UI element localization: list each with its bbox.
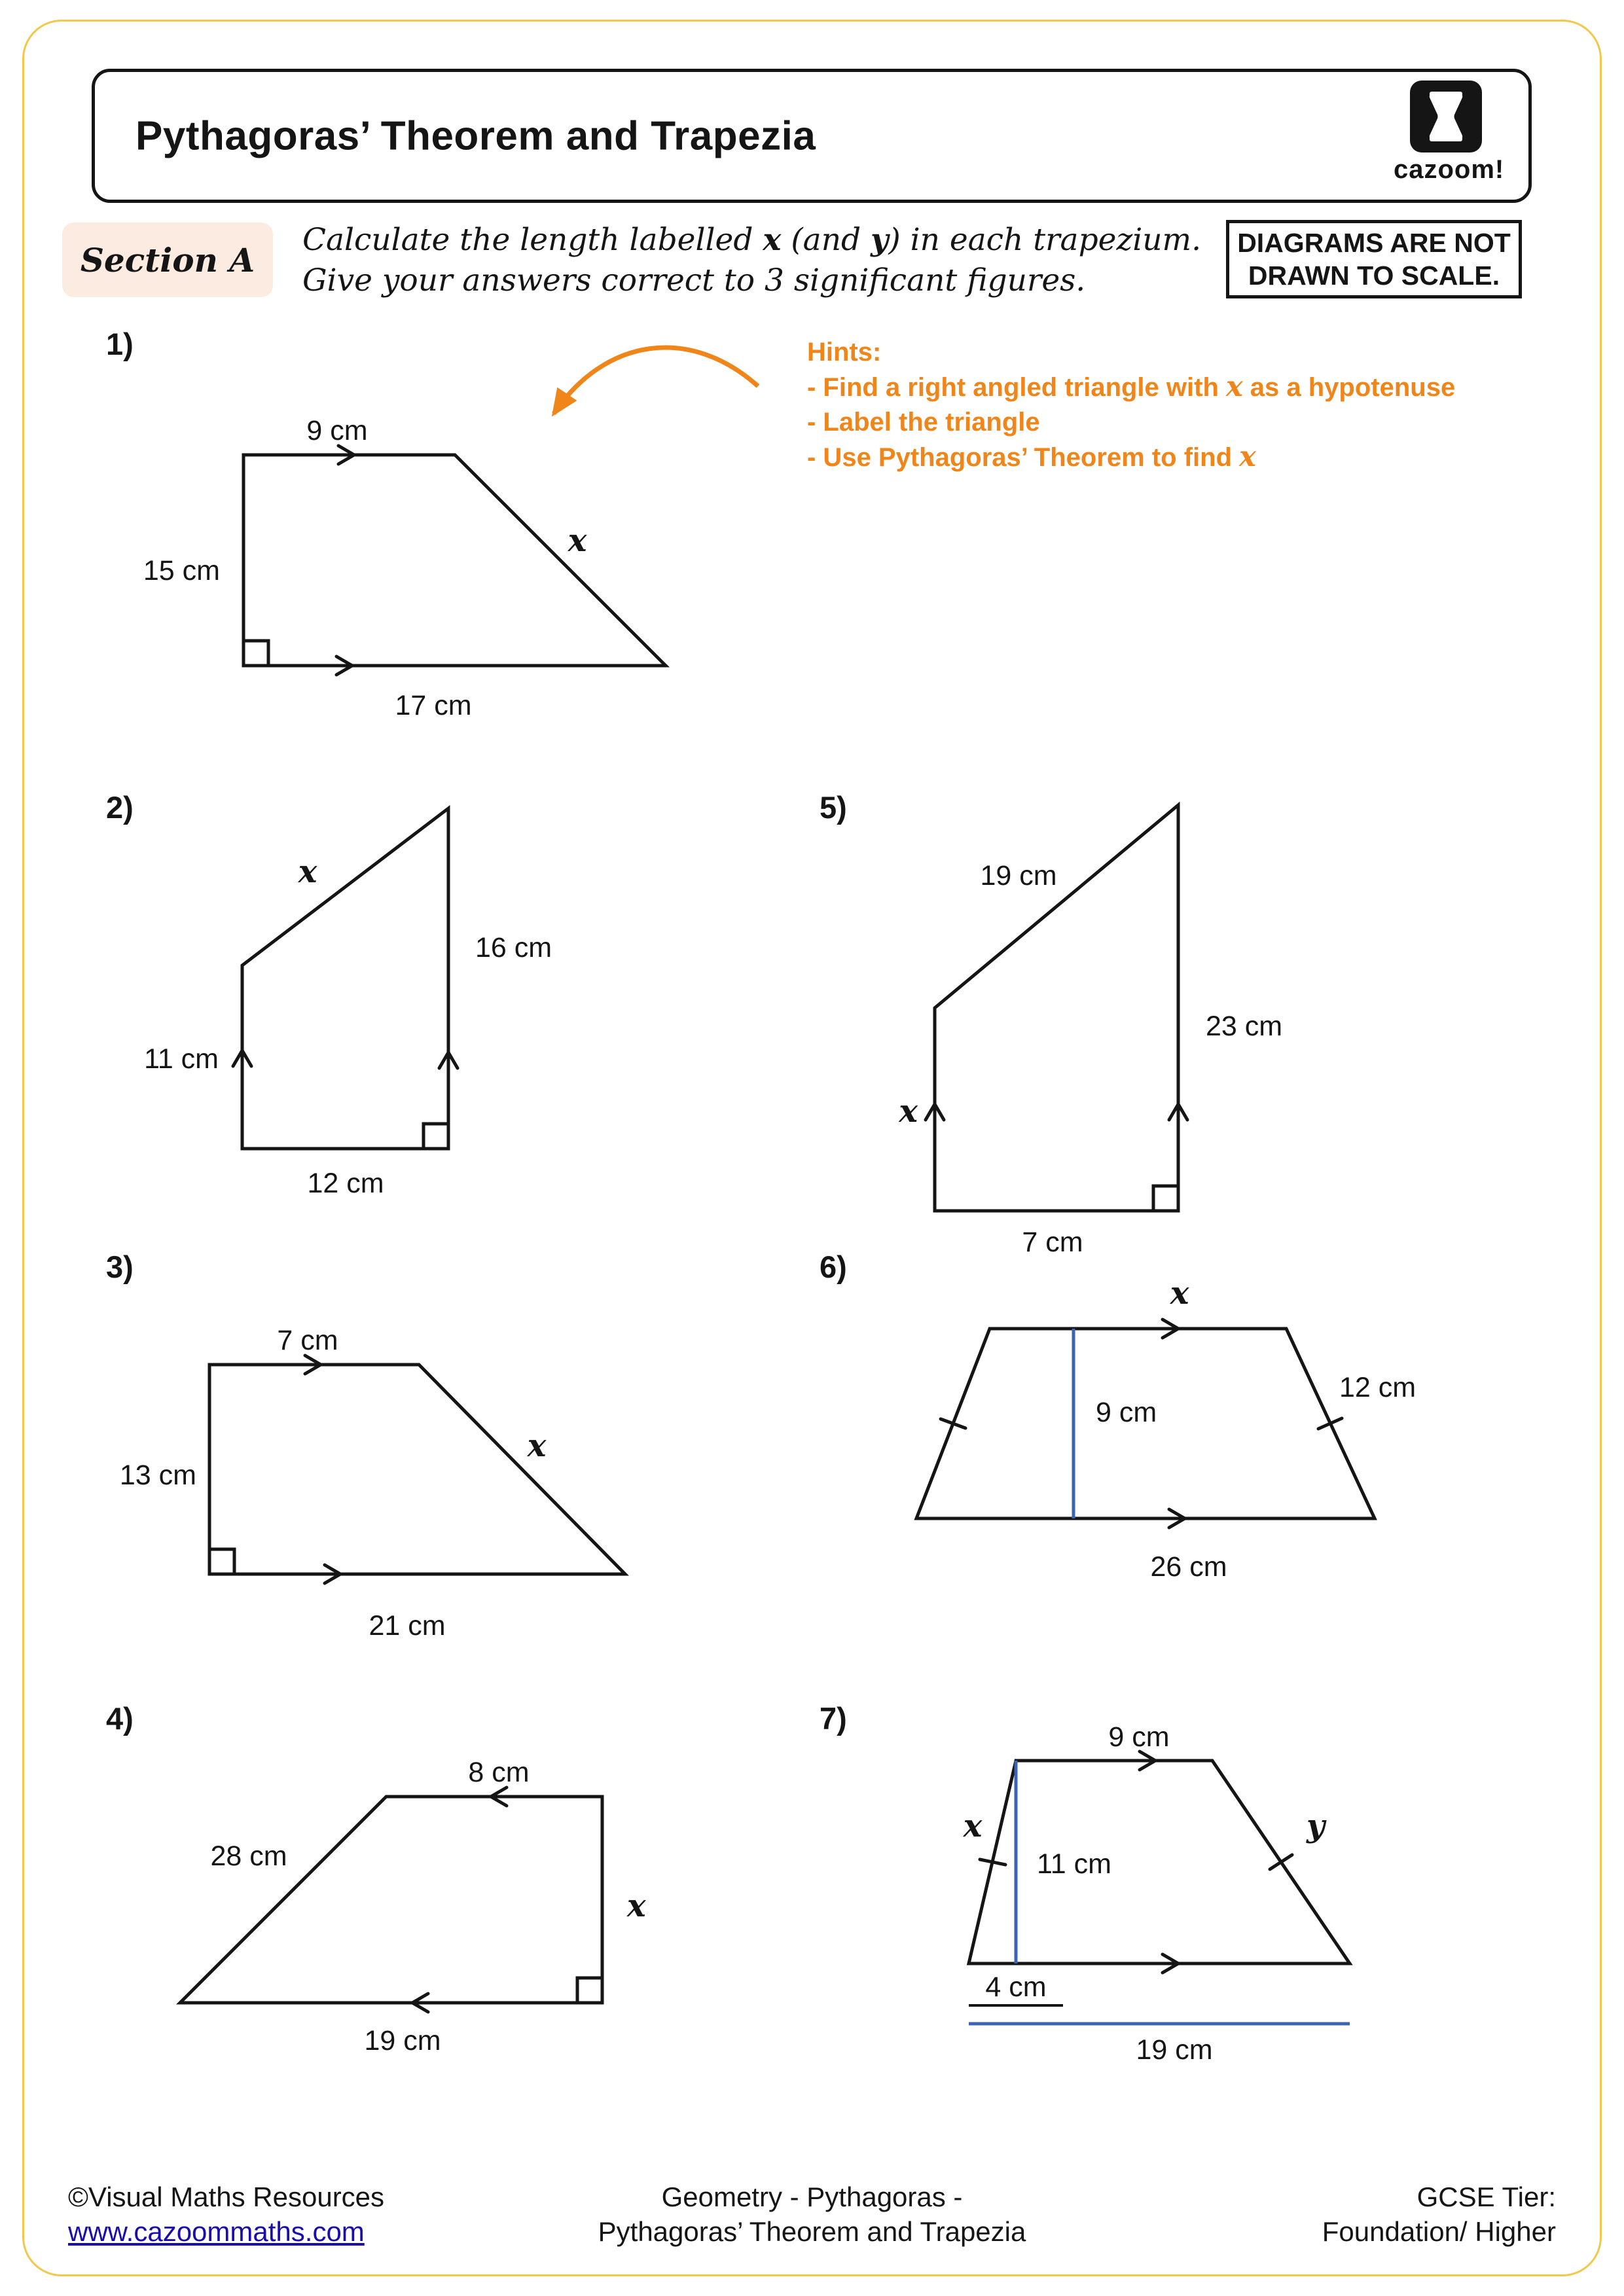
p2-right-label: 16 cm (475, 932, 552, 963)
problem-6-number: 6) (820, 1249, 847, 1284)
p4-right-angle-mark (577, 1978, 602, 2003)
problem-1-diagram (143, 415, 666, 721)
hint-x-symbol: x (1239, 440, 1256, 473)
hints-title: Hints: (807, 338, 882, 367)
p3-bottom-label: 21 cm (369, 1610, 446, 1641)
not-to-scale-line-2: DRAWN TO SCALE. (1248, 260, 1500, 291)
p2-bottom-label: 12 cm (307, 1168, 384, 1199)
problem-7-number: 7) (820, 1701, 847, 1736)
p3-trapezium-shape (209, 1365, 625, 1574)
not-to-scale-line-1: DIAGRAMS ARE NOT (1237, 228, 1511, 258)
p2-x-label: x (298, 853, 317, 890)
p2-left-label: 11 cm (144, 1043, 219, 1075)
p4-slant-label: 28 cm (210, 1840, 287, 1872)
page-title: Pythagoras’ Theorem and Trapezia (135, 113, 816, 158)
hint-arrow (554, 348, 758, 414)
instruction-y-symbol: y (871, 222, 889, 258)
p4-top-label: 8 cm (468, 1757, 530, 1788)
hint-text-part: - Use Pythagoras’ Theorem to find (807, 443, 1240, 472)
problem-3-diagram (120, 1325, 625, 1641)
p3-right-angle-mark (209, 1549, 234, 1574)
p5-x-label: x (899, 1093, 918, 1130)
p4-x-label: x (627, 1888, 646, 1924)
hint-x-symbol: x (1226, 370, 1243, 403)
problem-1-number: 1) (106, 327, 134, 361)
gcse-tier-value: Foundation/ Higher (1322, 2216, 1556, 2247)
footer-right (1322, 2179, 1556, 2249)
p2-right-angle-mark (424, 1124, 448, 1149)
p7-trapezium-shape (969, 1761, 1350, 1964)
instruction-x-symbol: x (763, 222, 782, 258)
p1-left-label: 15 cm (143, 555, 220, 586)
p3-left-label: 13 cm (119, 1460, 196, 1491)
p1-right-angle-mark (244, 641, 268, 666)
hint-text-part: - Find a right angled triangle with (807, 373, 1226, 402)
problem-2-number: 2) (106, 790, 134, 825)
problem-2-diagram (144, 808, 552, 1199)
p5-bottom-label: 7 cm (1022, 1227, 1083, 1258)
instruction-text-part: Calculate the length labelled (302, 222, 763, 258)
problem-3-number: 3) (106, 1249, 134, 1284)
p6-height-label: 9 cm (1096, 1397, 1157, 1428)
problem-4-number: 4) (106, 1701, 134, 1736)
p5-right-angle-mark (1153, 1186, 1178, 1211)
copyright-text: ©Visual Maths Resources (68, 2181, 385, 2212)
p7-base-label: 19 cm (1136, 2034, 1213, 2066)
p6-x-label: x (1170, 1275, 1189, 1312)
p4-bottom-label: 19 cm (364, 2025, 441, 2056)
cazoom-logo-text: cazoom! (1394, 155, 1505, 184)
p7-y-label: y (1307, 1808, 1325, 1844)
problem-4-diagram (180, 1757, 647, 2056)
p1-top-label: 9 cm (306, 415, 368, 446)
gcse-tier-label: GCSE Tier: (1416, 2181, 1556, 2212)
p7-top-label: 9 cm (1108, 1721, 1170, 1753)
p3-top-label: 7 cm (277, 1325, 338, 1356)
p4-trapezium-shape (180, 1797, 602, 2003)
p5-slant-label: 19 cm (980, 860, 1057, 891)
p7-x-label: x (963, 1808, 983, 1844)
p6-bottom-label: 26 cm (1150, 1551, 1227, 1583)
instruction-text-part: (and (781, 222, 871, 258)
p1-trapezium-shape (244, 455, 666, 666)
problem-6-diagram (916, 1275, 1416, 1583)
p1-x-label: x (568, 522, 587, 559)
p7-height-label: 11 cm (1037, 1848, 1111, 1880)
footer-topic-line-2: Pythagoras’ Theorem and Trapezia (598, 2216, 1026, 2247)
section-a-label: Section A (80, 240, 255, 279)
hint-text-part: as a hypotenuse (1242, 373, 1456, 402)
hint-line-2: - Label the triangle (807, 408, 1040, 437)
footer-topic-line-1: Geometry - Pythagoras - (661, 2181, 963, 2212)
p3-x-label: x (527, 1427, 547, 1464)
p7-offset-label: 4 cm (985, 1971, 1047, 2003)
p5-right-label: 23 cm (1206, 1011, 1283, 1042)
instruction-line-2: Give your answers correct to 3 significant figures. (302, 262, 1086, 298)
problem-5-number: 5) (820, 790, 847, 825)
p6-right-label: 12 cm (1339, 1372, 1416, 1403)
website-link[interactable]: www.cazoommaths.com (68, 2216, 365, 2247)
p7-tick-mark-right (1270, 1855, 1292, 1869)
p1-bottom-label: 17 cm (395, 690, 472, 721)
instruction-text-part: ) in each trapezium. (888, 222, 1202, 258)
problem-5-diagram (898, 805, 1282, 1258)
problem-7-diagram (963, 1721, 1350, 2066)
p2-trapezium-shape (242, 808, 448, 1149)
